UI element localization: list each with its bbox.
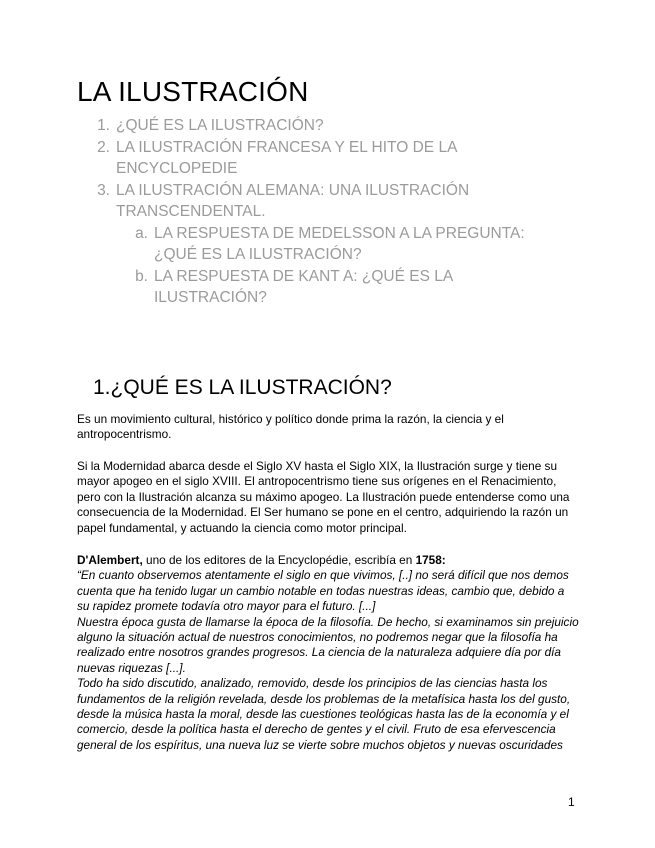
toc-line: LA ILUSTRACIÓN ALEMANA: UNA ILUSTRACIÓN: [116, 182, 470, 199]
toc-number: 1.: [97, 117, 110, 134]
quote-line: alguno la situación actual de nuestros conocimientos, no podremos negar que la filosofía ha: [77, 630, 558, 645]
text-line: pero con la Ilustración alcanza su máximo apogeo. La Ilustración puede entenderse como una: [77, 489, 570, 504]
toc-line: LA RESPUESTA DE KANT A: ¿QUÉ ES LA: [154, 268, 454, 285]
quote-line: Todo ha sido discutido, analizado, removido, desde los principios de las ciencias hasta los: [77, 676, 548, 691]
quote-author: D'Alembert,: [77, 553, 143, 567]
paragraph-quote: [77, 553, 582, 753]
text-line: papel fundamental, y actuando la ciencia como motor principal.: [77, 520, 407, 535]
text-line: consecuencia de la Modernidad. El Ser humano se pone en el centro, adquiriendo la razón un: [77, 505, 569, 520]
toc-line: ¿QUÉ ES LA ILUSTRACIÓN?: [154, 246, 362, 263]
page-number: 1: [568, 795, 575, 809]
toc-line: ¿QUÉ ES LA ILUSTRACIÓN?: [116, 117, 324, 134]
text-line: Es un movimiento cultural, histórico y político donde prima la razón, la ciencia y el: [77, 412, 504, 426]
quote-line: “En cuanto observemos atentamente el siglo en que vivimos, [..] no será difícil que nos demos: [77, 568, 569, 583]
toc-number: a.: [135, 225, 148, 242]
quote-intro: uno de los editores de la Encyclopédie, escribía en: [142, 553, 416, 567]
quote-line: desde la música hasta la moral, desde las cuestiones teológicas hasta las de la economía y el: [77, 707, 569, 722]
section-heading: 1.¿QUÉ ES LA ILUSTRACIÓN?: [93, 376, 392, 399]
document-title: LA ILUSTRACIÓN: [77, 76, 309, 107]
quote-line: fundamentos de la religión revelada, desde los problemas de la metafísica hasta los del gusto,: [77, 691, 571, 706]
quote-line: nuevas riquezas [...].: [77, 660, 186, 675]
text-line: antropocentrismo.: [77, 427, 172, 442]
quote-line: comercio, desde la política hasta el derecho de gentes y el civil. Fruto de esa efervescencia: [77, 722, 556, 737]
toc-number: b.: [135, 268, 148, 285]
paragraph-modernity: [77, 459, 582, 536]
quote-line: su rapidez promete todavía otro mayor para el futuro. [...]: [77, 599, 376, 614]
toc-line: ILUSTRACIÓN?: [154, 289, 267, 306]
paragraph-definition: [77, 412, 582, 443]
text-line: Si la Modernidad abarca desde el Siglo XV hasta el Siglo XIX, la Ilustración surge y tiene su: [77, 459, 558, 473]
toc-number: 3.: [97, 182, 110, 199]
quote-year: 1758:: [415, 553, 446, 567]
toc-line: LA RESPUESTA DE MEDELSSON A LA PREGUNTA:: [154, 225, 525, 242]
toc-number: 2.: [97, 139, 110, 156]
quote-line: general de los espíritus, una nueva luz se vierte sobre muchos objetos y nuevas oscuridades: [77, 737, 563, 752]
text-line: mayor apogeo en el siglo XVIII. El antropocentrismo tiene sus orígenes en el Renacimiento,: [77, 474, 557, 489]
quote-line: Nuestra época gusta de llamarse la época de la filosofía. De hecho, si examinamos sin prejuicio: [77, 614, 579, 629]
quote-line: realizado entre nosotros grandes progresos. La ciencia de la naturaleza adquiere día por día: [77, 645, 561, 660]
quote-line: cuenta que ha tenido lugar un cambio notable en todas nuestras ideas, cambio que, debido a: [77, 583, 565, 598]
toc-line: TRANSCENDENTAL.: [116, 203, 266, 220]
toc-line: ENCYCLOPEDIE: [116, 160, 238, 177]
toc-line: LA ILUSTRACIÓN FRANCESA Y EL HITO DE LA: [116, 139, 458, 156]
